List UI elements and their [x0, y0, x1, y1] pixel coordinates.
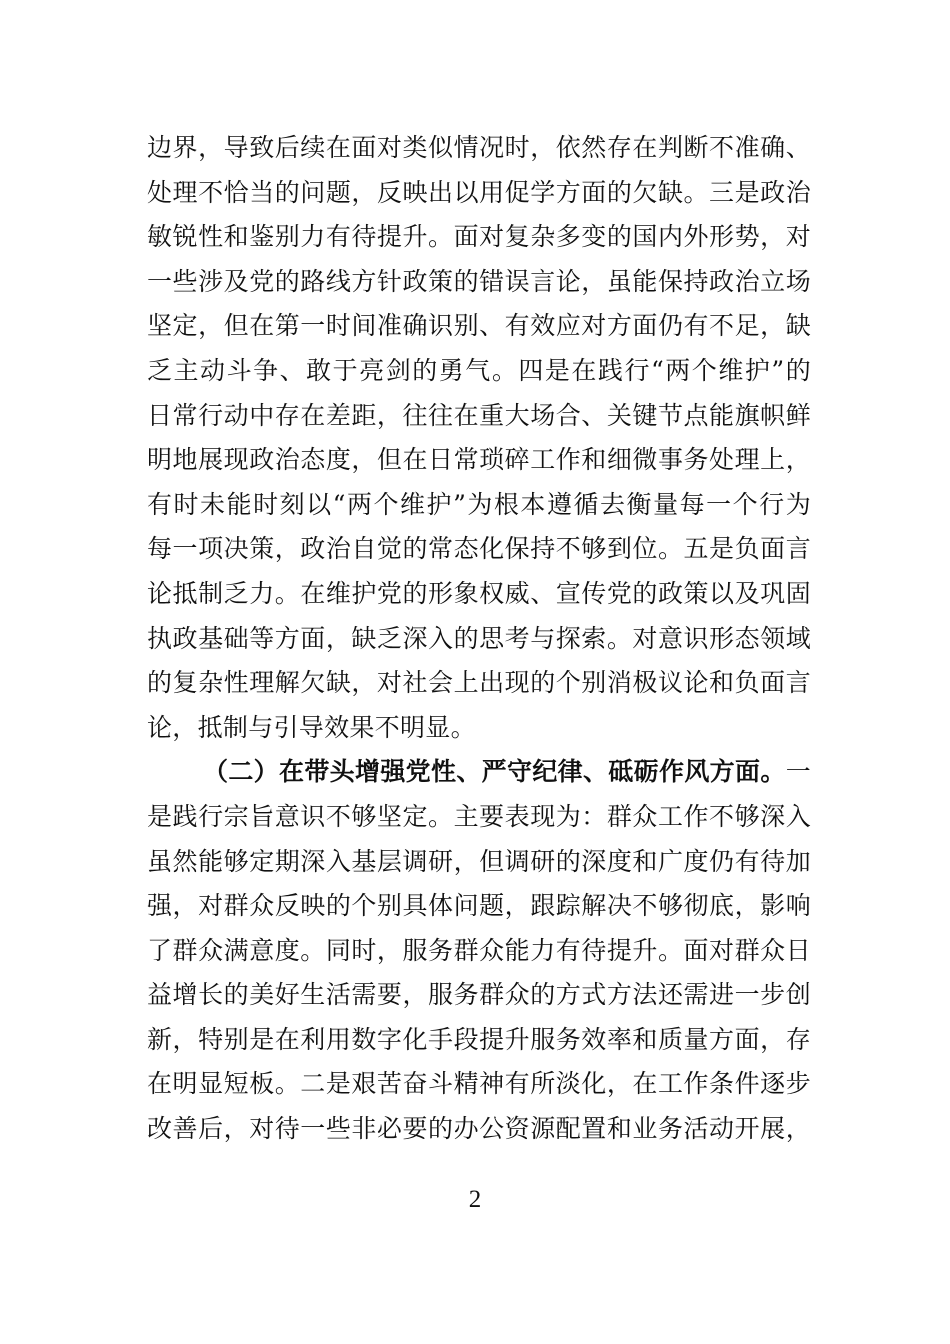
section-heading: （二）在带头增强党性、严守纪律、砥砺作风方面。	[203, 757, 786, 787]
text-line: 论抵制乏力。在维护党的形象权威、宣传党的政策以及巩固	[147, 578, 811, 608]
text-line: 在明显短板。二是艰苦奋斗精神有所淡化，在工作条件逐步	[147, 1069, 811, 1099]
text-line: 了群众满意度。同时，服务群众能力有待提升。面对群众日	[147, 935, 811, 965]
body-text	[147, 126, 811, 1152]
text-line: 乏主动斗争、敢于亮剑的勇气。四是在践行“两个维护”的	[147, 355, 811, 385]
paragraph	[147, 126, 811, 750]
text-line: 改善后，对待一些非必要的办公资源配置和业务活动开展，	[147, 1114, 811, 1144]
text-line: 处理不恰当的问题，反映出以用促学方面的欠缺。三是政治	[147, 177, 811, 207]
text-line: 明地展现政治态度，但在日常琐碎工作和细微事务处理上，	[147, 445, 811, 475]
text-line: 坚定，但在第一时间准确识别、有效应对方面仍有不足，缺	[147, 311, 811, 341]
text-line: 一些涉及党的路线方针政策的错误言论，虽能保持政治立场	[147, 266, 811, 296]
paragraph-first-line	[147, 750, 811, 795]
text-line: 敏锐性和鉴别力有待提升。面对复杂多变的国内外形势，对	[147, 222, 811, 252]
text-line: 益增长的美好生活需要，服务群众的方式方法还需进一步创	[147, 980, 811, 1010]
text-line: 日常行动中存在差距，往往在重大场合、关键节点能旗帜鲜	[147, 400, 811, 430]
text-line: 强，对群众反映的个别具体问题，跟踪解决不够彻底，影响	[147, 891, 811, 921]
text-line: 每一项决策，政治自觉的常态化保持不够到位。五是负面言	[147, 534, 811, 564]
text-line: 执政基础等方面，缺乏深入的思考与探索。对意识形态领域	[147, 623, 811, 653]
text-line: 有时未能时刻以“两个维护”为根本遵循去衡量每一个行为	[147, 489, 811, 519]
text-run: 一	[785, 757, 811, 787]
text-line: 论，抵制与引导效果不明显。	[147, 712, 476, 742]
page-number: 2	[468, 1186, 482, 1213]
text-line: 新，特别是在利用数字化手段提升服务效率和质量方面，存	[147, 1024, 811, 1054]
paragraph	[147, 750, 811, 1151]
text-line: 虽然能够定期深入基层调研，但调研的深度和广度仍有待加	[147, 846, 811, 876]
text-line: 的复杂性理解欠缺，对社会上出现的个别消极议论和负面言	[147, 668, 811, 698]
text-line: 是践行宗旨意识不够坚定。主要表现为：群众工作不够深入	[147, 801, 811, 831]
text-line: 边界，导致后续在面对类似情况时，依然存在判断不准确、	[147, 133, 811, 162]
